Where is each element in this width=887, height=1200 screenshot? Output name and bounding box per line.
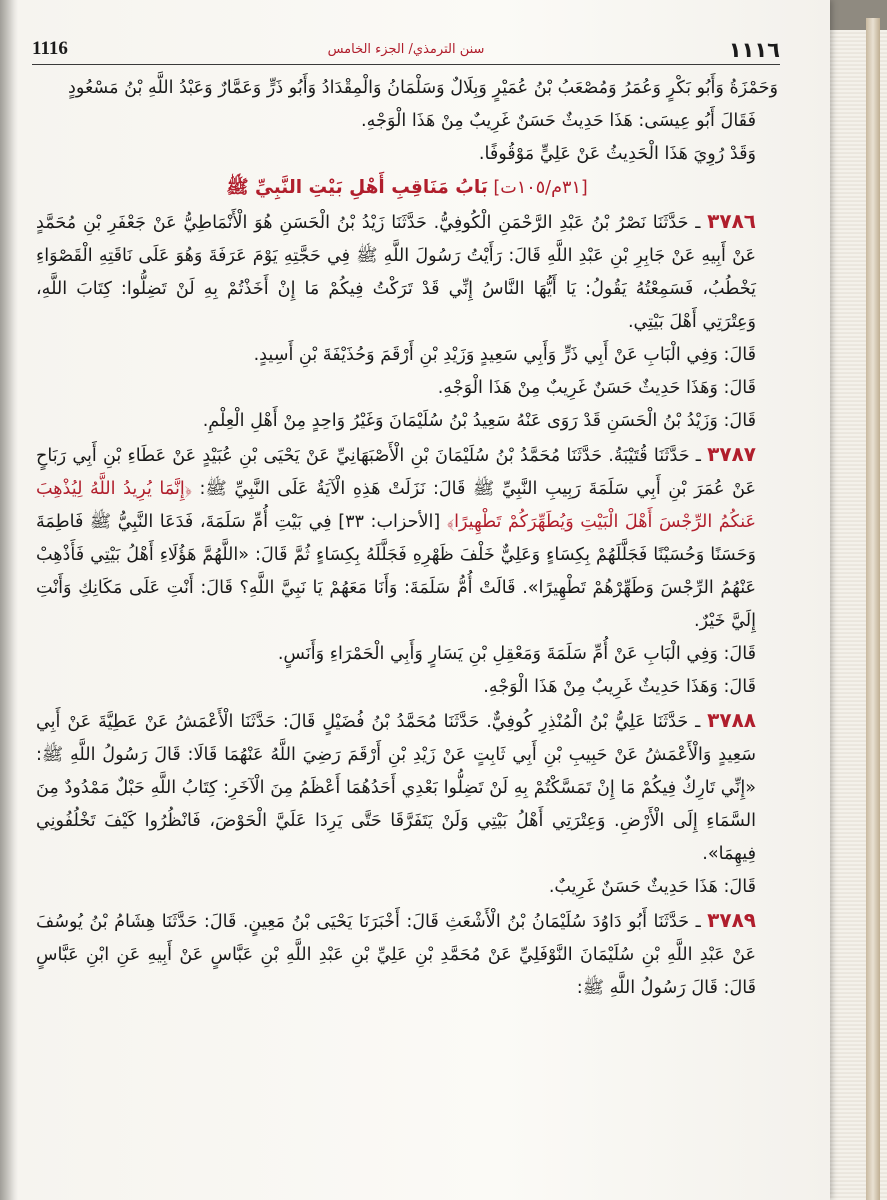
page-body <box>36 72 778 1005</box>
hadith-note: قَالَ: وَفِي الْبَابِ عَنْ أُمِّ سَلَمَةَ وَمَعْقِلِ بْنِ يَسَارٍ وَأَبِي الْحَمْرَاءِ وَأَنَسٍ. <box>277 644 756 664</box>
hadith-3787 <box>36 438 778 638</box>
hadith-text: ـ حَدَّثَنَا نَصْرُ بْنُ عَبْدِ الرَّحْمَنِ الْكُوفِيُّ. حَدَّثَنَا زَيْدُ بْنُ الْحَسَنِ هُوَ الْأَنْمَاطِيُّ عَنْ جَعْفَرِ بْنِ مُحَمَّدٍ عَنْ أَبِيهِ عَنْ جَابِرِ بْنِ عَبْدِ اللَّهِ قَالَ: رَأَيْتُ رَسُولَ اللَّهِ ﷺ فِي حَجَّتِهِ يَوْمَ عَرَفَةَ وَهُوَ عَلَى نَاقَتِهِ الْقَصْوَاءِ يَخْطُبُ، فَسَمِعْتُهُ يَقُولُ: يَا أَيُّهَا النَّاسُ إِنِّي قَدْ تَرَكْتُ فِيكُمْ مَا إِنْ أَخَذْتُمْ بِهِ لَنْ تَضِلُّوا: كِتَابَ اللَّهِ، وَعِتْرَتِي أَهْلَ بَيْتِي. <box>36 213 756 332</box>
page-header <box>32 38 780 65</box>
hadith-note: قَالَ: وَفِي الْبَابِ عَنْ أَبِي ذَرٍّ وَأَبِي سَعِيدٍ وَزَيْدِ بْنِ أَرْقَمَ وَحُذَيْفَةَ بْنِ أَسِيدٍ. <box>253 345 756 365</box>
quran-reference: [الأحزاب: ٣٣] <box>331 512 447 532</box>
chapter-heading <box>36 171 778 205</box>
spine-shadow <box>0 0 18 1200</box>
hadith-number: ٣٧٨٧ <box>707 442 756 466</box>
page-number-latin: 1116 <box>32 38 68 59</box>
hadith-number: ٣٧٨٩ <box>707 908 756 932</box>
hadith-3788 <box>36 704 778 871</box>
hadith-text: ـ حَدَّثَنَا عَلِيُّ بْنُ الْمُنْذِرِ كُوفِيٌّ. حَدَّثَنَا مُحَمَّدُ بْنُ فُضَيْلٍ قَالَ: حَدَّثَنَا الْأَعْمَشُ عَنْ عَطِيَّةَ عَنْ أَبِي سَعِيدٍ وَالْأَعْمَشُ عَنْ حَبِيبِ بْنِ أَبِي ثَابِتٍ عَنْ زَيْدِ بْنِ أَرْقَمَ رَضِيَ اللَّهُ عَنْهُمَا قَالَا: قَالَ رَسُولُ اللَّهِ ﷺ: «إِنِّي تَارِكٌ فِيكُمْ مَا إِنْ تَمَسَّكْتُمْ بِهِ لَنْ تَضِلُّوا بَعْدِي أَحَدُهُمَا أَعْظَمُ مِنَ الْآخَرِ: كِتَابُ اللَّهِ حَبْلٌ مَمْدُودٌ مِنَ السَّمَاءِ إِلَى الْأَرْضِ. وَعِتْرَتِي أَهْلُ بَيْتِي وَلَنْ يَتَفَرَّقَا حَتَّى يَرِدَا عَلَيَّ الْحَوْضَ، فَانْظُرُوا كَيْفَ تَخْلُفُونِي فِيهِمَا». <box>36 712 756 864</box>
quran-verse: ﴿إِنَّمَا يُرِيدُ اللَّهُ لِيُذْهِبَ عَنكُمُ الرِّجْسَ أَهْلَ الْبَيْتِ وَيُطَهِّرَكُمْ تَطْهِيرًا﴾ <box>36 479 756 532</box>
page-number-arabic: ١١١٦ <box>728 38 780 62</box>
running-title: سنن الترمذي/ الجزء الخامس <box>327 42 485 57</box>
hadith-note: قَالَ: وَهَذَا حَدِيثٌ غَرِيبٌ مِنْ هَذَا الْوَجْهِ. <box>483 677 756 697</box>
hadith-note: قَالَ: وَزَيْدُ بْنُ الْحَسَنِ قَدْ رَوَى عَنْهُ سَعِيدُ بْنُ سُلَيْمَانَ وَغَيْرُ وَاحِدٍ مِنْ أَهْلِ الْعِلْمِ. <box>202 411 756 431</box>
mawquf-note: وَقَدْ رُوِيَ هَذَا الْحَدِيثُ عَنْ عَلِيٍّ مَوْقُوفًا. <box>478 144 756 164</box>
abu-isa-comment: فَقَالَ أَبُو عِيسَى: هَذَا حَدِيثٌ حَسَنٌ غَرِيبٌ مِنْ هَذَا الْوَجْهِ. <box>361 111 756 131</box>
chapter-ref: [٣١م/١٠٥ت] <box>493 178 588 198</box>
hadith-number: ٣٧٨٨ <box>707 708 756 732</box>
hadith-note: قَالَ: وَهَذَا حَدِيثٌ حَسَنٌ غَرِيبٌ مِنْ هَذَا الْوَجْهِ. <box>437 378 756 398</box>
hadith-note: قَالَ: هَذَا حَدِيثٌ حَسَنٌ غَرِيبٌ. <box>548 877 756 897</box>
hadith-text: ـ حَدَّثَنَا قُتَيْبَةُ. حَدَّثَنَا مُحَمَّدُ بْنُ سُلَيْمَانَ بْنِ الْأَصْبَهَانِيِّ عَنْ يَحْيَى بْنِ عُبَيْدٍ عَنْ عَطَاءِ بْنِ أَبِي رَبَاحٍ عَنْ عُمَرَ بْنِ أَبِي سَلَمَةَ رَبِيبِ النَّبِيِّ ﷺ قَالَ: نَزَلَتْ هَذِهِ الْآيَةُ عَلَى النَّبِيِّ ﷺ: <box>36 446 756 499</box>
hadith-3786 <box>36 205 778 339</box>
hadith-text: ـ حَدَّثَنَا أَبُو دَاوُدَ سُلَيْمَانُ بْنُ الْأَشْعَثِ قَالَ: أَخْبَرَنَا يَحْيَى بْنُ مَعِينٍ. قَالَ: حَدَّثَنَا هِشَامُ بْنُ يُوسُفَ عَنْ عَبْدِ اللَّهِ بْنِ سُلَيْمَانَ النَّوْفَلِيِّ عَنْ مُحَمَّدِ بْنِ عَلِيِّ بْنِ عَبْدِ اللَّهِ بْنِ عَبَّاسٍ عَنْ أَبِيهِ عَنِ ابْنِ عَبَّاسٍ قَالَ: قَالَ رَسُولُ اللَّهِ ﷺ: <box>36 912 756 998</box>
hadith-number: ٣٧٨٦ <box>707 209 756 233</box>
intro-line: وَحَمْزَةُ وَأَبُو بَكْرٍ وَعُمَرُ وَمُصْعَبُ بْنُ عُمَيْرٍ وَبِلَالٌ وَسَلْمَانُ وَالْمِقْدَادُ وَأَبُو ذَرٍّ وَعَمَّارٌ وَعَبْدُ اللَّهِ بْنُ مَسْعُودٍ <box>68 78 778 98</box>
hadith-text-continued: فِي بَيْتِ أُمِّ سَلَمَةَ، فَدَعَا النَّبِيُّ ﷺ فَاطِمَةَ وَحَسَنًا وَحُسَيْنًا فَجَلَّلَهُمْ بِكِسَاءٍ وَعَلِيٌّ خَلْفَ ظَهْرِهِ فَجَلَّلَهُ بِكِسَاءٍ ثُمَّ قَالَ: «اللَّهُمَّ هَؤُلَاءِ أَهْلُ بَيْتِي فَأَذْهِبْ عَنْهُمُ الرِّجْسَ وَطَهِّرْهُمْ تَطْهِيرًا». قَالَتْ أُمُّ سَلَمَةَ: وَأَنَا مَعَهُمْ يَا نَبِيَّ اللَّهِ؟ قَالَ: أَنْتِ عَلَى مَكَانِكِ وَأَنْتِ إِلَيَّ خَيْرٌ. <box>36 512 756 631</box>
bookmark-ribbon <box>866 18 880 1200</box>
chapter-title: بَابُ مَنَاقِبِ أَهْلِ بَيْتِ النَّبِيِّ ﷺ <box>226 177 488 198</box>
hadith-3789 <box>36 904 778 1005</box>
